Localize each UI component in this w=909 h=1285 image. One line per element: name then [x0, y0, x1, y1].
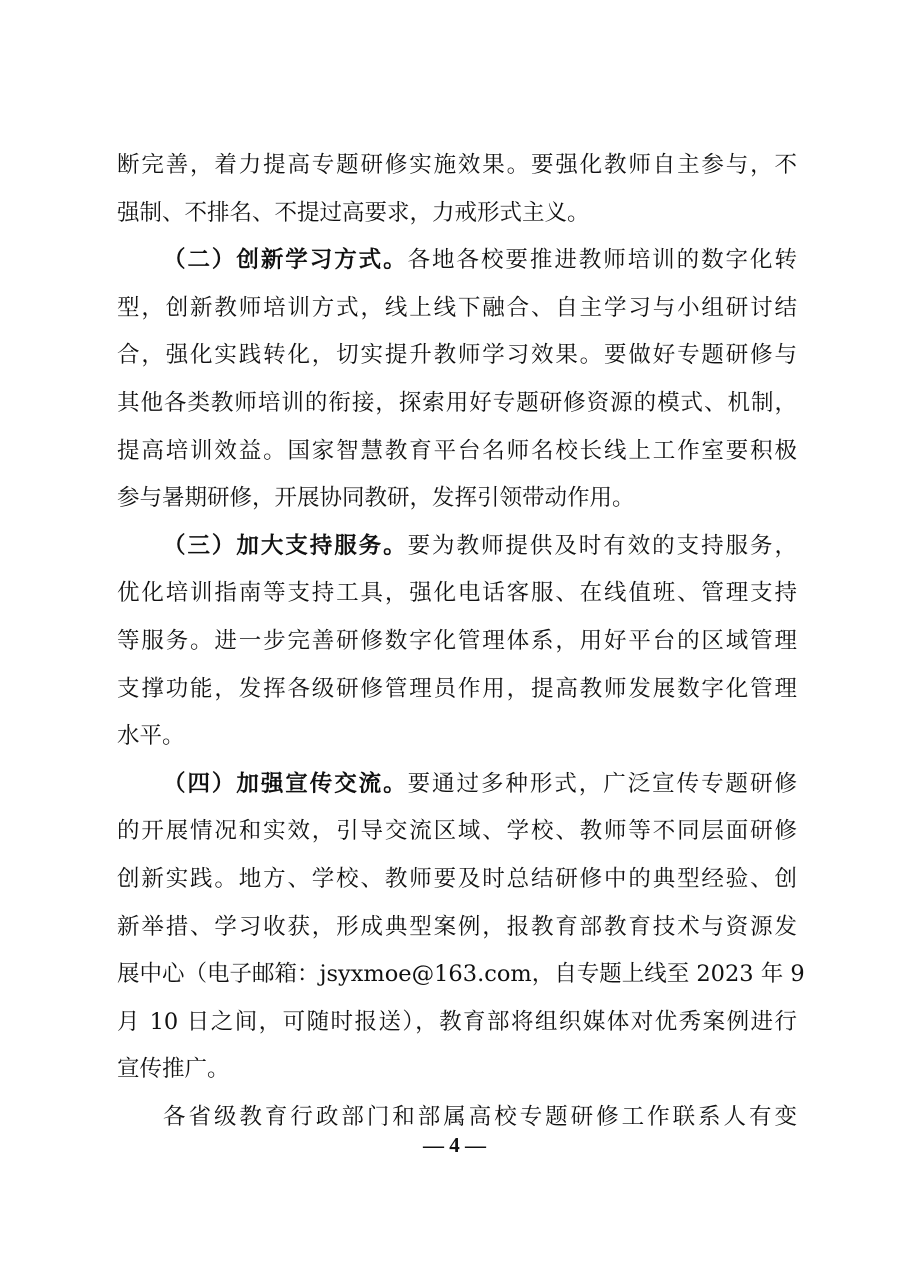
text-line — [117, 285, 797, 333]
line-text: 参与暑期研修，开展协同教研，发挥引领带动作用。 — [117, 485, 635, 512]
text-line — [117, 428, 797, 476]
text-line — [117, 142, 797, 190]
section-heading-line — [117, 761, 797, 809]
text-line — [117, 380, 797, 428]
text-line — [117, 666, 797, 714]
line-text: 其他各类教师培训的衔接，探索用好专题研修资源的模式、机制， — [117, 389, 797, 416]
line-text: 月 10 日之间，可随时报送），教育部将组织媒体对优秀案例进行 — [117, 1008, 797, 1035]
text-line — [117, 190, 797, 238]
line-text: 提高培训效益。国家智慧教育平台名师名校长线上工作室要积极 — [117, 437, 797, 464]
text-line — [117, 904, 797, 952]
line-text: 支撑功能，发挥各级研修管理员作用，提高教师发展数字化管理 — [117, 675, 797, 702]
section-heading: （二）创新学习方式。 — [163, 247, 408, 274]
line-text: 强制、不排名、不提过高要求，力戒形式主义。 — [117, 199, 590, 226]
body-text — [117, 142, 805, 1141]
text-line — [117, 332, 797, 380]
line-text: 各省级教育行政部门和部属高校专题研修工作联系人有变 — [163, 1103, 797, 1130]
section-heading-line — [117, 237, 797, 285]
line-text: 水平。 — [117, 723, 185, 750]
line-text: 型，创新教师培训方式，线上线下融合、自主学习与小组研讨结 — [117, 294, 797, 321]
line-text: 展中心（电子邮箱：jsyxmoe@163.com，自专题上线至 2023 年 9 — [117, 961, 805, 988]
text-line — [117, 475, 797, 523]
section-heading: （四）加强宣传交流。 — [163, 770, 408, 797]
text-line — [117, 808, 797, 856]
text-line — [117, 1046, 797, 1094]
line-text: 各地各校要推进教师培训的数字化转 — [407, 247, 797, 274]
line-text: 新举措、学习收获，形成典型案例，报教育部教育技术与资源发 — [117, 913, 797, 940]
line-text: 创新实践。地方、学校、教师要及时总结研修中的典型经验、创 — [117, 865, 797, 892]
text-line — [117, 570, 797, 618]
text-line — [117, 999, 797, 1047]
line-text: 断完善，着力提高专题研修实施效果。要强化教师自主参与，不 — [117, 152, 797, 178]
text-line — [117, 856, 797, 904]
section-heading: （三）加大支持服务。 — [163, 532, 408, 559]
line-text: 合，强化实践转化，切实提升教师学习效果。要做好专题研修与 — [117, 342, 797, 369]
page-number: — 4 — — [423, 1133, 486, 1157]
line-text: 等服务。进一步完善研修数字化管理体系，用好平台的区域管理 — [117, 627, 797, 654]
text-line — [117, 951, 805, 999]
line-text: 优化培训指南等支持工具，强化电话客服、在线值班、管理支持 — [117, 580, 797, 607]
line-text: 的开展情况和实效，引导交流区域、学校、教师等不同层面研修 — [117, 818, 797, 845]
line-text: 要为教师提供及时有效的支持服务， — [407, 532, 797, 559]
section-heading-line — [117, 523, 797, 571]
line-text: 宣传推广。 — [117, 1056, 230, 1083]
text-line — [117, 618, 797, 666]
line-text: 要通过多种形式，广泛宣传专题研修 — [407, 770, 797, 797]
text-line — [117, 713, 797, 761]
